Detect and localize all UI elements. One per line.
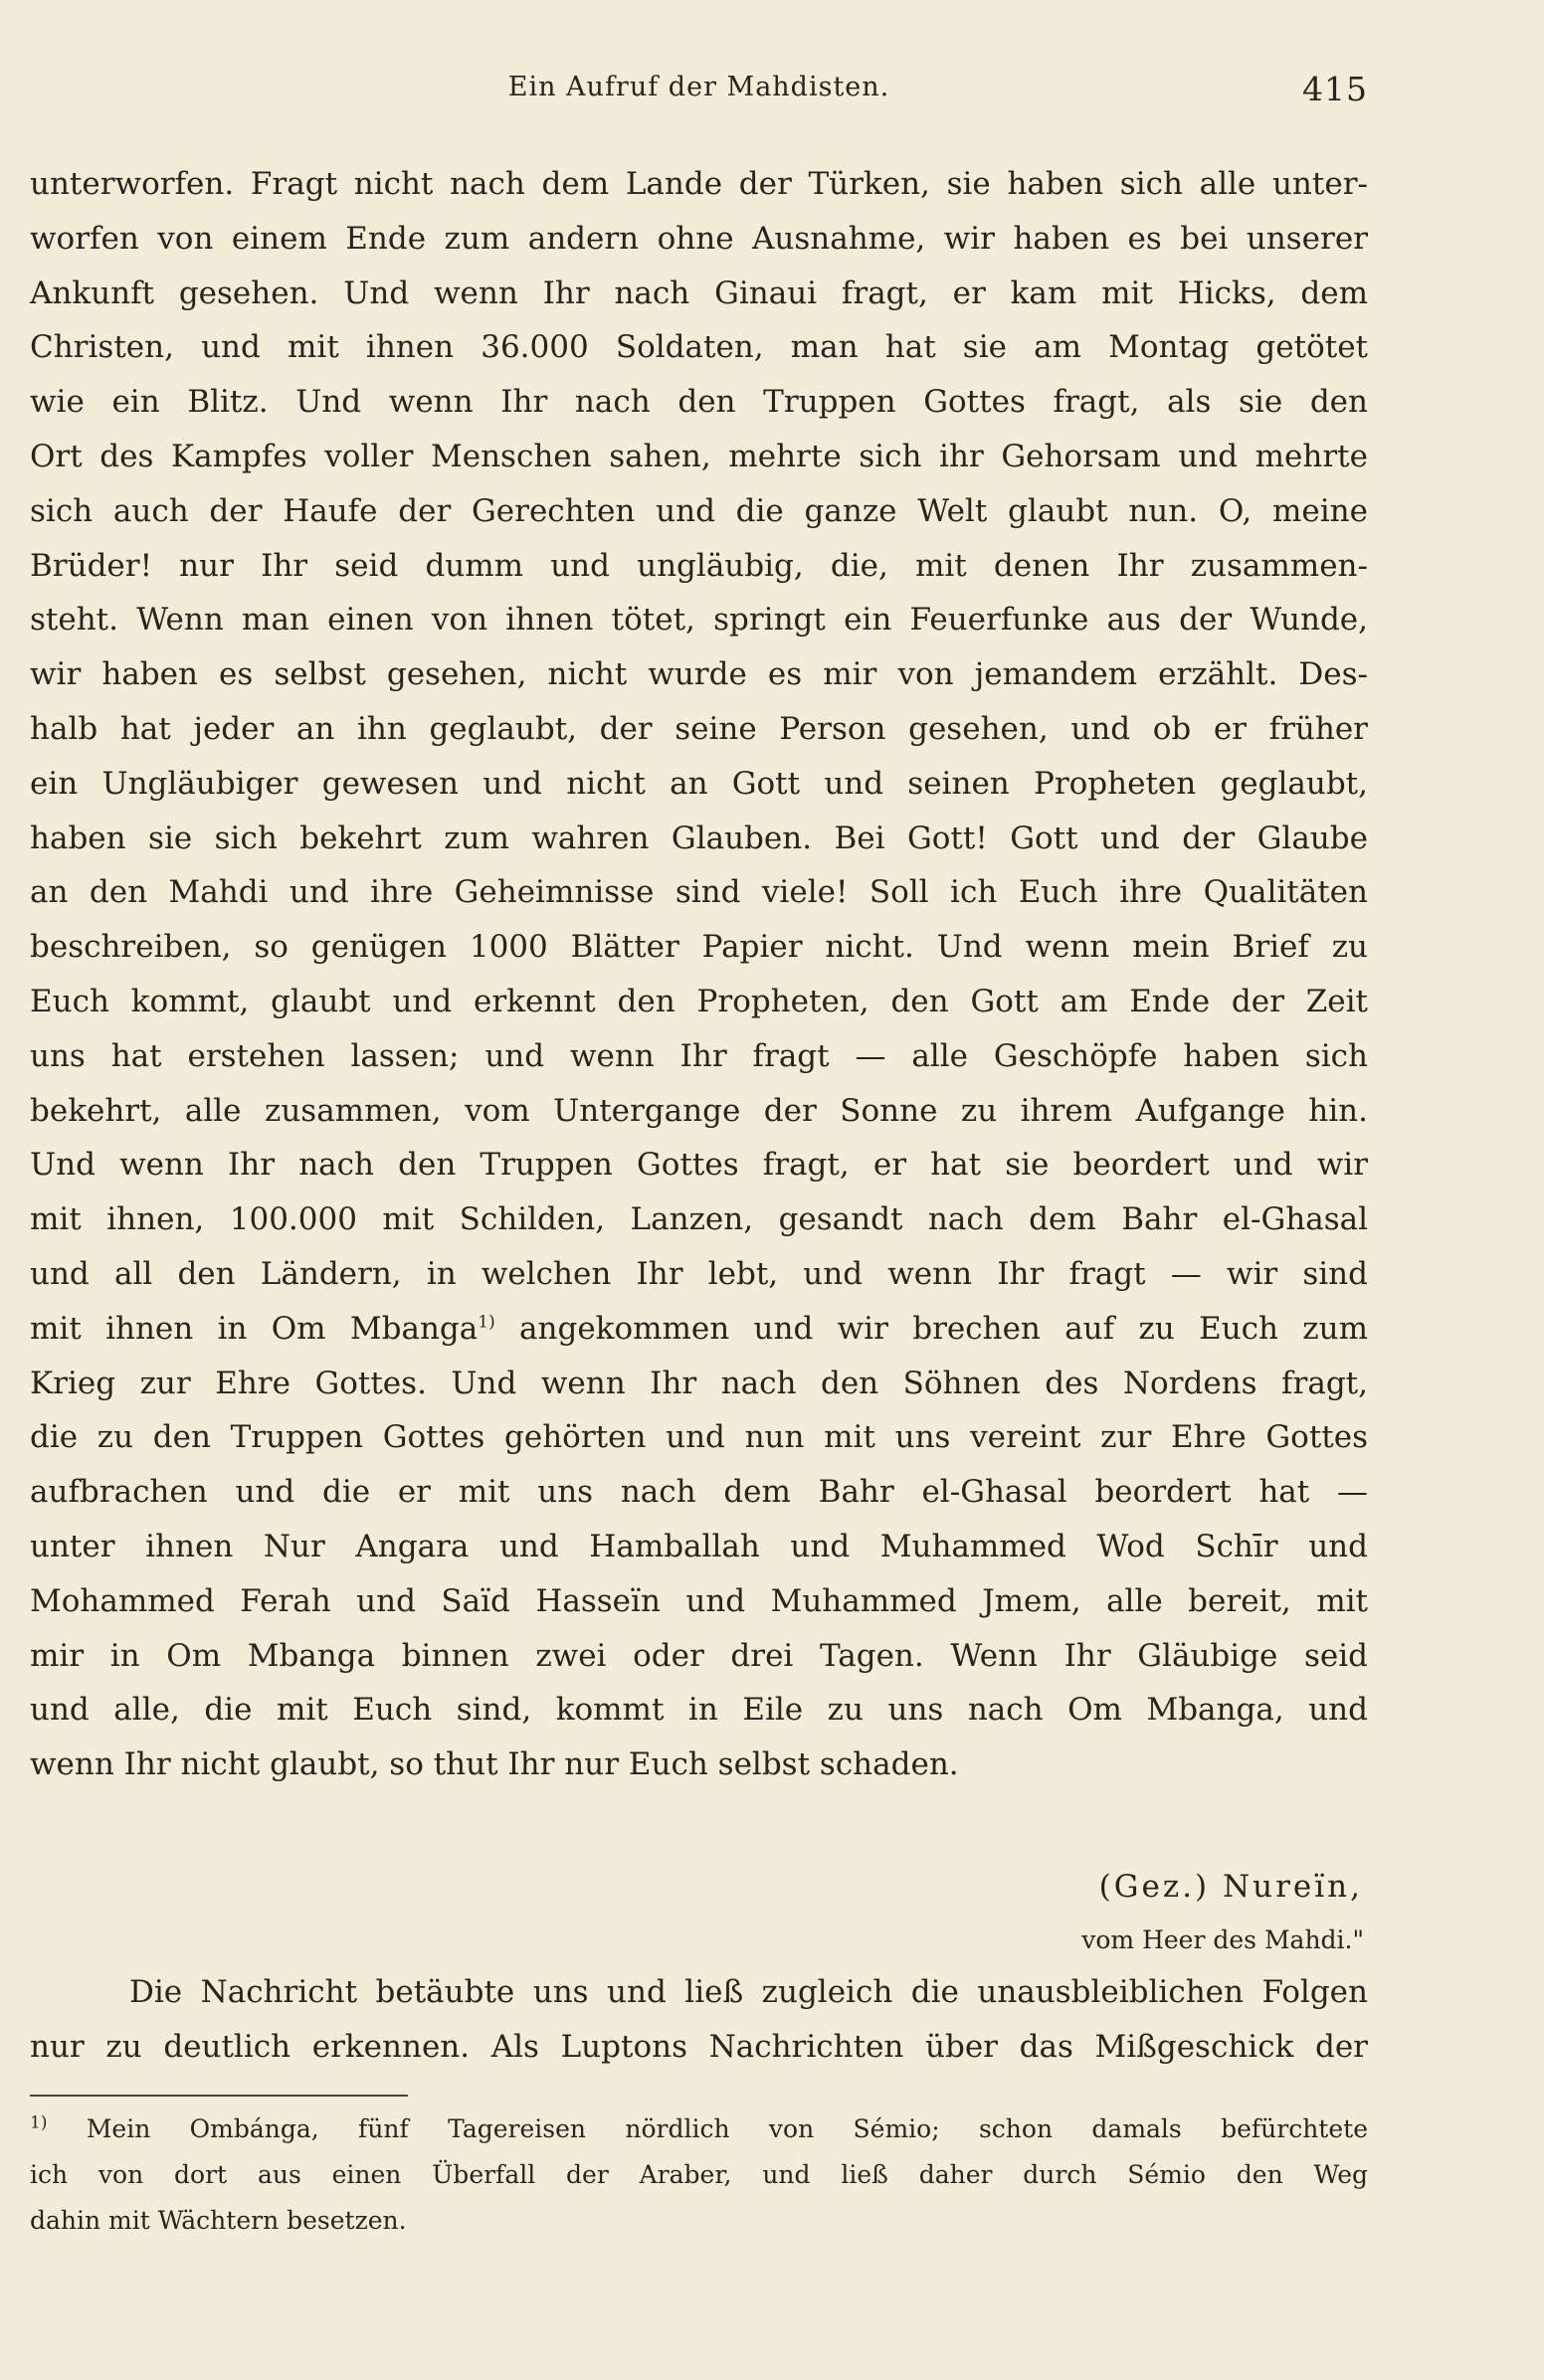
text-line: halb hat jeder an ihn geglaubt, der seine Person gesehen, und ob er früher [30,710,1368,747]
text-line: Christen, und mit ihnen 36.000 Soldaten, man hat sie am Montag getötet [30,329,1368,366]
text-line: Euch kommt, glaubt und erkennt den Propheten, den Gott am Ende der Zeit [30,983,1368,1019]
text-line: mir in Om Mbanga binnen zwei oder drei Tagen. Wenn Ihr Gläubige seid [30,1637,1368,1674]
footnote [30,2106,1368,2244]
signature-name: (Gez.) Nureïn, [1098,1869,1363,1905]
text-line: bekehrt, alle zusammen, vom Untergange der Sonne zu ihrem Aufgange hin. [30,1092,1368,1129]
text-line: nur zu deutlich erkennen. Als Luptons Nachrichten über das Mißgeschick der [30,2028,1368,2065]
footnote-divider [30,2095,408,2097]
signature-affiliation: vom Heer des Mahdi." [1081,1925,1364,1954]
text-line: an den Mahdi und ihre Geheimnisse sind viele! Soll ich Euch ihre Qualitäten [30,874,1368,911]
text-line: beschreiben, so genügen 1000 Blätter Papier nicht. Und wenn mein Brief zu [30,929,1368,966]
text-line: Brüder! nur Ihr seid dumm und ungläubig, die, mit denen Ihr zusammen- [30,547,1368,584]
text-line: Und wenn Ihr nach den Truppen Gottes fragt, er hat sie beordert und wir [30,1147,1368,1184]
footnote-line: ich von dort aus einen Überfall der Araber, und ließ daher durch Sémio den Weg [30,2160,1368,2189]
text-line: wir haben es selbst gesehen, nicht wurde es mir von jemandem erzählt. Des- [30,656,1368,693]
text-line: unter ihnen Nur Angara und Hamballah und Muhammed Wod Schīr und [30,1528,1368,1564]
text-line: haben sie sich bekehrt zum wahren Glauben. Bei Gott! Gott und der Glaube [30,820,1368,856]
text-segment: mit ihnen in Om Mbanga [30,1310,479,1347]
body-text [30,157,1368,1792]
footnote-line [30,2106,1368,2152]
text-line: Mohammed Ferah und Saïd Hasseïn und Muhammed Jmem, alle bereit, mit [30,1582,1368,1619]
page-header [30,72,1368,119]
text-line: und all den Ländern, in welchen Ihr lebt, und wenn Ihr fragt — wir sind [30,1255,1368,1292]
text-line: worfen von einem Ende zum andern ohne Ausnahme, wir haben es bei unserer [30,220,1368,257]
text-line-with-footnote-ref [30,1302,1368,1357]
text-segment: angekommen und wir brechen auf zu Euch zum [494,1310,1369,1347]
text-line: steht. Wenn man einen von ihnen tötet, springt ein Feuerfunke aus der Wunde, [30,602,1368,639]
text-line: ein Ungläubiger gewesen und nicht an Gott und seinen Propheten geglaubt, [30,765,1368,802]
text-line: die zu den Truppen Gottes gehörten und nun mit uns vereint zur Ehre Gottes [30,1419,1368,1456]
text-line: uns hat erstehen lassen; und wenn Ihr fragt — alle Geschöpfe haben sich [30,1037,1368,1074]
text-line: unterworfen. Fragt nicht nach dem Lande der Türken, sie haben sich alle unter- [30,166,1368,202]
footnote-text: Mein Ombánga, fünf Tagereisen nördlich von Sémio; schon damals befürchtete [86,2114,1368,2143]
text-line: wie ein Blitz. Und wenn Ihr nach den Truppen Gottes fragt, als sie den [30,384,1368,421]
text-line: Ort des Kampfes voller Menschen sahen, mehrte sich ihr Gehorsam und mehrte [30,438,1368,474]
text-line: aufbrachen und die er mit uns nach dem Bahr el-Ghasal beordert hat — [30,1474,1368,1511]
letter-signature [1081,1860,1363,1967]
text-line: sich auch der Haufe der Gerechten und die ganze Welt glaubt nun. O, meine [30,492,1368,529]
closing-paragraph [30,1965,1368,2075]
text-line: Ankunft gesehen. Und wenn Ihr nach Ginaui fragt, er kam mit Hicks, dem [30,275,1368,311]
text-line: Krieg zur Ehre Gottes. Und wenn Ihr nach den Söhnen des Nordens fragt, [30,1365,1368,1401]
text-line: wenn Ihr nicht glaubt, so thut Ihr nur Euch selbst schaden. [30,1746,959,1783]
text-line: Die Nachricht betäubte uns und ließ zugleich die unausbleiblichen Folgen [129,1974,1368,2010]
text-line: mit ihnen, 100.000 mit Schilden, Lanzen, gesandt nach dem Bahr el-Ghasal [30,1201,1368,1238]
page-number: 415 [1302,70,1368,108]
footnote-marker: 1) [30,2112,48,2133]
footnote-reference: 1) [478,1312,495,1333]
footnote-line: dahin mit Wächtern besetzen. [30,2206,407,2235]
running-head: Ein Aufruf der Mahdisten. [507,72,890,102]
text-line: und alle, die mit Euch sind, kommt in Eile zu uns nach Om Mbanga, und [30,1692,1368,1729]
